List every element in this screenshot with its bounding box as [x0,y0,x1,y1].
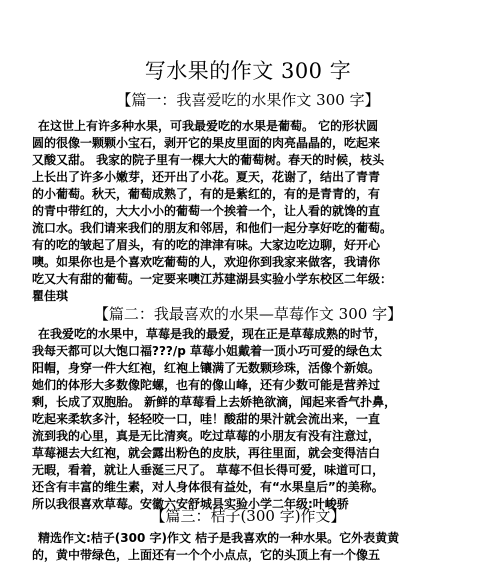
paragraph-line: 吃起来柔软多汁，轻轻咬一口，哇！酸甜的果汁就会流出来，一直 [32,412,381,426]
paragraph-line: 又酸又甜。 我家的院子里有一棵大大的葡萄树。春天的时候，枝头 [32,153,385,167]
paragraph-line: 有的吃的皱起了眉头，有的吃的津津有味。大家边吃边聊，好开心 [32,238,381,252]
paragraph-line: 所以我很喜欢草莓。安徽六安舒城县实验小学二年级:叶峻骄 [32,497,349,511]
paragraph-line: 圆的很像一颗颗小宝石，剥开它的果皮里面的肉亮晶晶的，吃起来 [32,136,381,150]
paragraph-line: 吃又大有甜的葡萄。一定要来噢江苏建湖县实验小学东校区二年级： [32,272,393,286]
paragraph-line: 的青中带红的，大大小小的葡萄一个挨着一个，让人看的就馋的直 [32,204,381,218]
paragraph-line: 的，黄中带绿色，上面还有一个个小点点，它的头顶上有一个像五 [32,548,381,562]
paragraph-line: 在我爱吃的水果中，草莓是我的最爱，现在正是草莓成熟的时节， [38,327,387,341]
paragraph-line: 流到我的心里，真是无比清爽。吃过草莓的小朋友有没有注意过， [32,429,381,443]
paragraph-line: 瞿佳琪 [32,289,69,303]
paragraph-line: 流口水。我们请来我们的朋友和邻居，和他们一起分享好吃的葡萄。 [32,221,393,235]
paragraph-line: 阳帽，身穿一件大红袍，红袍上镶满了无数颗珍珠，活像个新娘。 [32,361,381,375]
paragraph-line: 我每天都可以大饱口福???/p 草莓小姐戴着一顶小巧可爱的绿色太 [32,344,383,358]
paragraph-line: 她们的体形大多数像陀螺，也有的像山峰，还有少数可能是营养过 [32,378,381,392]
paragraph-line: 还含有丰富的维生素，对人身体很有益处，有“水果皇后”的美称。 [32,480,384,494]
section-1-heading: 【篇一：我喜爱吃的水果作文 300 字】 [116,91,380,109]
paragraph-line: 无暇，看着，就让人垂涎三尺了。 草莓不但长得可爱，味道可口， [32,463,385,477]
paragraph-line: 剩，长成了双胞胎。 新鲜的草莓看上去娇艳欲滴，闻起来香气扑鼻， [32,395,397,409]
paragraph-line: 草莓褪去大红袍，就会露出粉色的皮肤，再往里面，就会变得洁白 [32,446,381,460]
paragraph-line: 上长出了许多小嫩芽，还开出了小花。夏天，花谢了，结出了青青 [32,170,381,184]
paragraph-line: 的小葡萄。秋天，葡萄成熟了，有的是紫红的，有的是青青的，有 [32,187,381,201]
paragraph-line: 精选作文:桔子(300 字)作文 桔子是我喜欢的一种水果。它外表黄黄 [38,531,400,545]
section-3-heading: 【篇三：桔子(300 字)作文】 [150,507,346,525]
section-2-heading: 【篇二：我最喜欢的水果—草莓作文 300 字】 [93,305,403,323]
document-title: 写水果的作文 300 字 [144,59,352,83]
paragraph-line: 噢。如果你也是个喜欢吃葡萄的人，欢迎你到我家来做客，我请你 [32,255,381,269]
paragraph-line: 在这世上有许多种水果，可我最爱吃的水果是葡萄。 它的形状圆 [38,119,379,133]
